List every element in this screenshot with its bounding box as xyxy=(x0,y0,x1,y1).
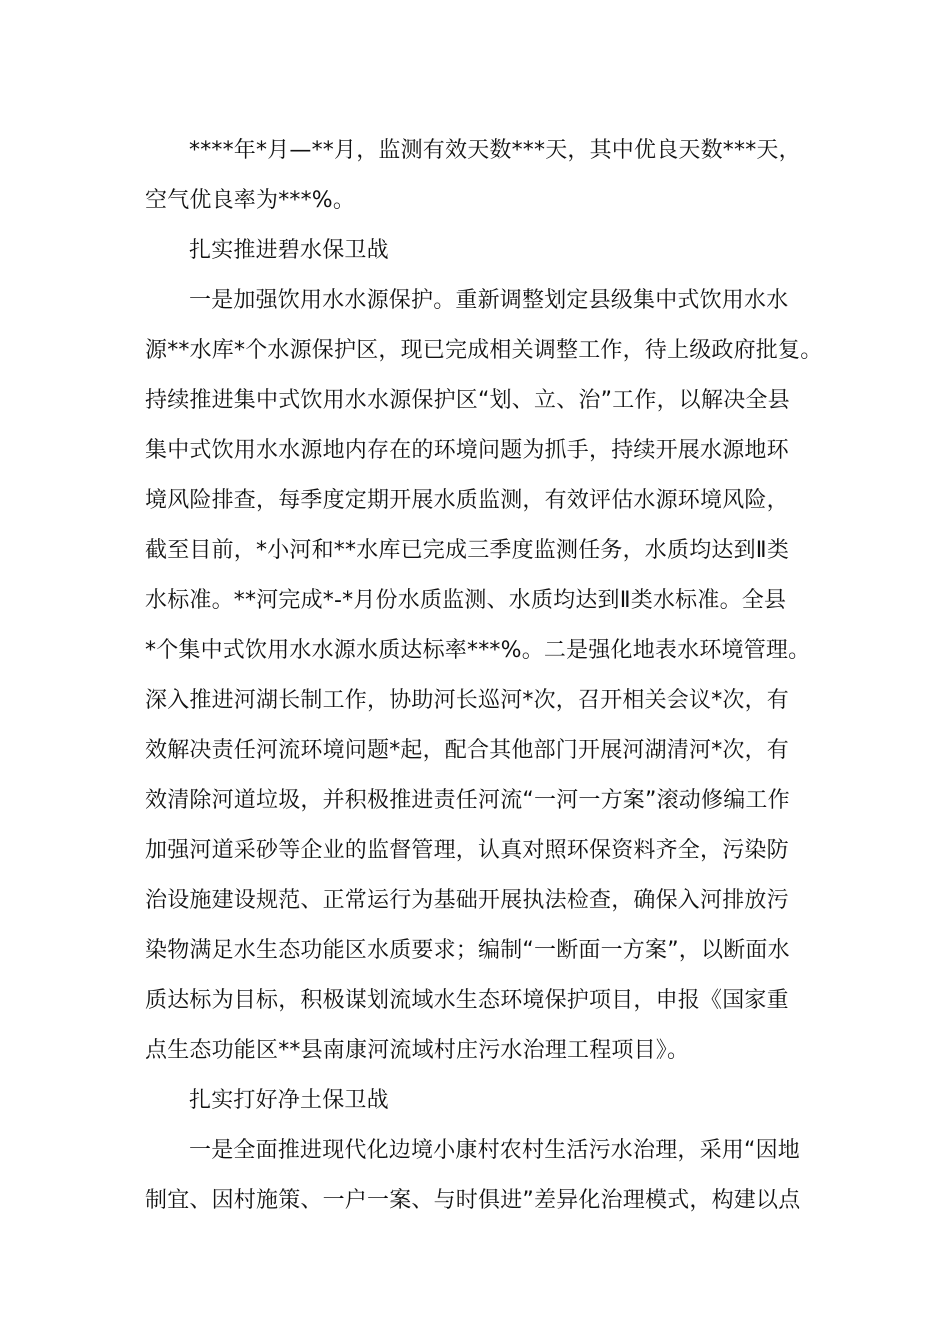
paragraph-line: 空气优良率为***%。 xyxy=(145,188,356,213)
paragraph-line: 效解决责任河流环境问题*起，配合其他部门开展河湖清河*次，有 xyxy=(145,738,790,763)
paragraph-line: 持续推进集中式饮用水水源保护区“划、立、治”工作，以解决全县 xyxy=(145,388,790,413)
paragraph-line: 制宜、因村施策、一户一案、与时俱进”差异化治理模式，构建以点 xyxy=(145,1188,801,1213)
section-heading: 扎实打好净土保卫战 xyxy=(189,1088,389,1113)
paragraph-line: ****年*月—**月，监测有效天数***天，其中优良天数***天， xyxy=(189,138,801,163)
paragraph-line: 一是加强饮用水水源保护。重新调整划定县级集中式饮用水水 xyxy=(189,288,789,313)
paragraph-line: 质达标为目标，积极谋划流域水生态环境保护项目，申报《国家重 xyxy=(145,988,789,1013)
section-heading: 扎实推进碧水保卫战 xyxy=(189,238,389,263)
paragraph-line: 染物满足水生态功能区水质要求；编制“一断面一方案”，以断面水 xyxy=(145,938,790,963)
paragraph-line: 集中式饮用水水源地内存在的环境问题为抓手，持续开展水源地环 xyxy=(145,438,789,463)
paragraph-line: 效清除河道垃圾，并积极推进责任河流“一河一方案”滚动修编工作 xyxy=(145,788,790,813)
paragraph-line: 加强河道采砂等企业的监督管理，认真对照环保资料齐全，污染防 xyxy=(145,838,789,863)
paragraph-line: 治设施建设规范、正常运行为基础开展执法检查，确保入河排放污 xyxy=(145,888,789,913)
paragraph-line: 一是全面推进现代化边境小康村农村生活污水治理，采用“因地 xyxy=(189,1138,800,1163)
paragraph-line: 源**水库*个水源保护区，现已完成相关调整工作，待上级政府批复。 xyxy=(145,338,823,363)
paragraph-line: 水标准。**河完成*-*月份水质监测、水质均达到Ⅱ类水标准。全县 xyxy=(145,588,787,613)
paragraph-line: 点生态功能区**县南康河流域村庄污水治理工程项目》。 xyxy=(145,1038,690,1063)
paragraph-line: 截至目前，*小河和**水库已完成三季度监测任务，水质均达到Ⅱ类 xyxy=(145,538,790,563)
paragraph-line: 境风险排查，每季度定期开展水质监测，有效评估水源环境风险， xyxy=(145,488,789,513)
paragraph-line: *个集中式饮用水水源水质达标率***%。二是强化地表水环境管理。 xyxy=(145,638,811,663)
paragraph-line: 深入推进河湖长制工作，协助河长巡河*次，召开相关会议*次，有 xyxy=(145,688,790,713)
